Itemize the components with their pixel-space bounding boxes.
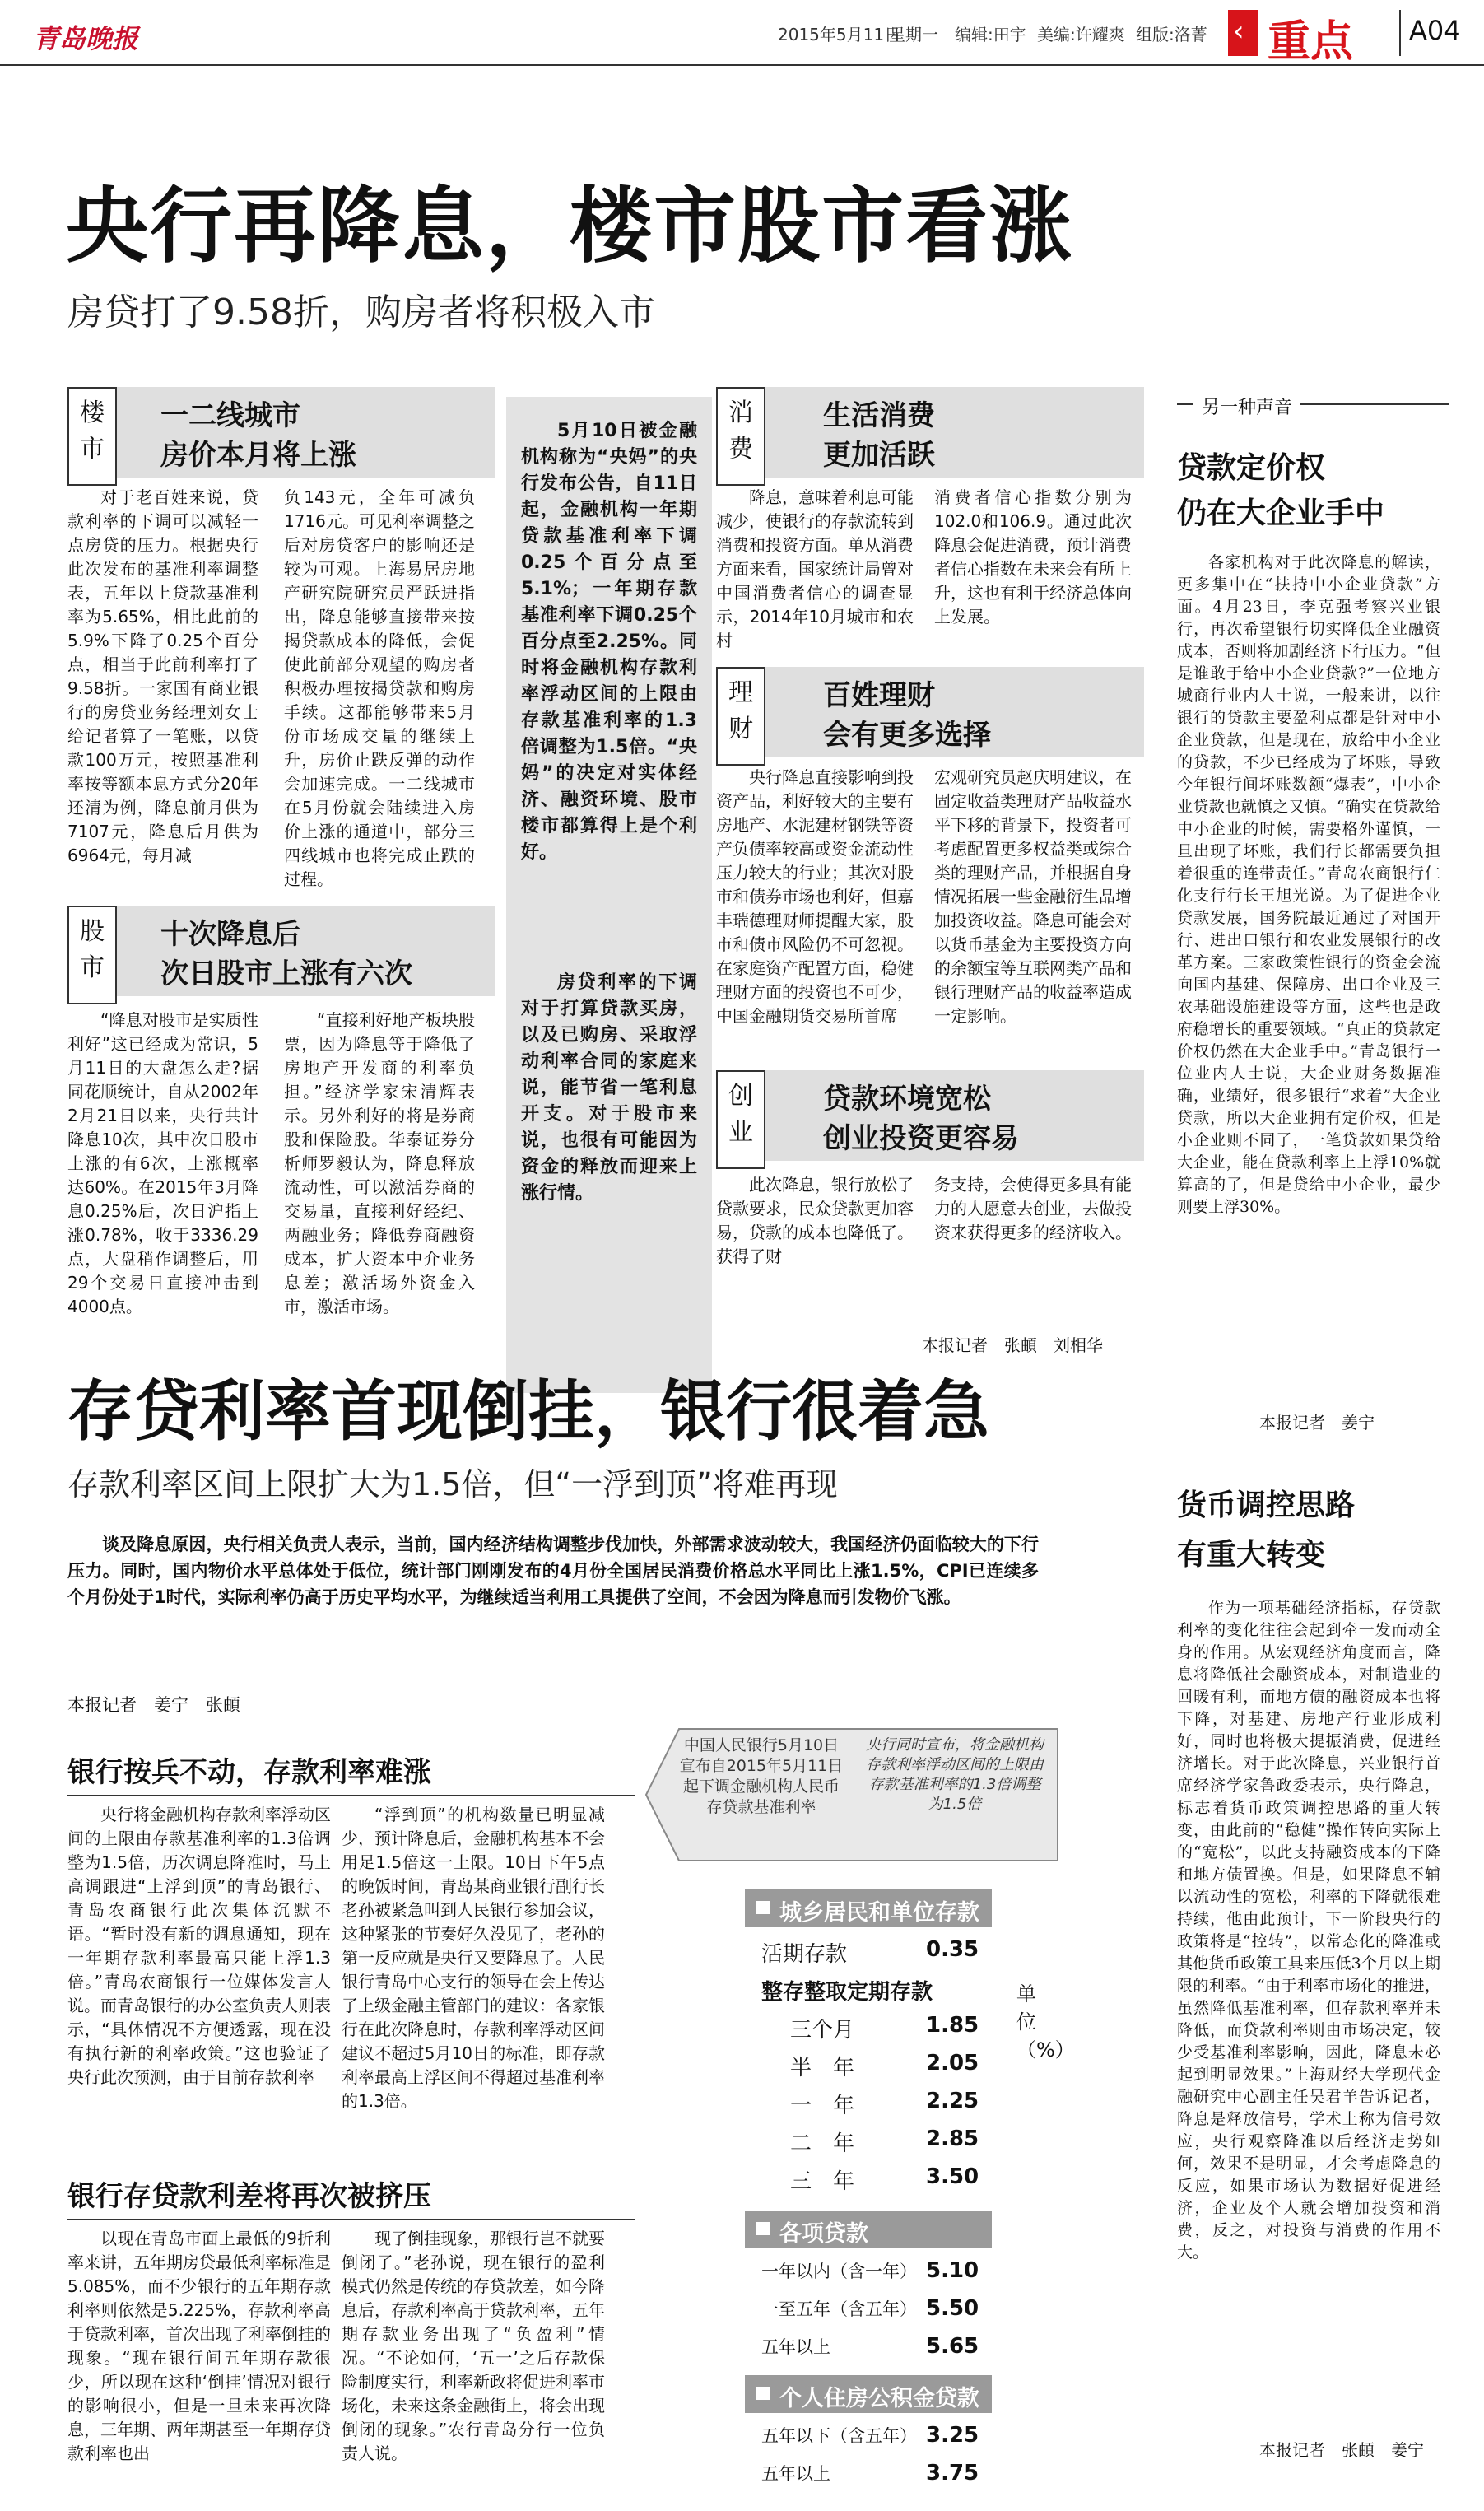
masthead-editor: 编辑:田宇 — [955, 25, 1026, 44]
sidebar-byline2: 本报记者 张頔 姜宁 — [1259, 2440, 1424, 2460]
divider — [1399, 10, 1401, 56]
gushi-title-line2: 次日股市上涨有六次 — [160, 957, 412, 990]
masthead-date: 2015年5月11日 — [778, 25, 901, 44]
loushi-col2: 负143元，全年可减负1716元。可见利率调整之后对房贷客户的影响还是较为可观。上海易居房地产研究院研究员严跃进指出，降息能够直接带来按揭贷款成本的降低，会促使此前部分观望的购房者积极办理按揭贷款和购房手续。这都能够带来5月份市场成交量的继续上升，房价止跌反弹的动作会加速完成。一二线城市在5月份就会陆续进入房价上涨的通道中，部分三四线城市也将完成止跌的过程。 — [284, 487, 475, 889]
square-bullet-icon — [756, 1901, 770, 1914]
bank2-rule — [67, 2219, 635, 2220]
bank2-title: 银行存贷款利差将再次被挤压 — [67, 2180, 431, 2213]
rate-row-deposit-4: 三 年 3.50 — [790, 2164, 979, 2194]
chevron-left-icon: ‹ — [1233, 15, 1244, 48]
sidebar-title1-line1: 贷款定价权 — [1177, 450, 1326, 485]
gushi-col1: “降息对股市是实质性利好”这已经成为常识，5月11日的大盘怎么走?据同花顺统计，自从2002年2月21日以来，央行共计降息10次，其中次日股市上涨的有6次，上涨概率达60%。在2015年3月降息0.25%后，次日沪指上涨0.78%，收于3336.29点，大盘稍作调整后，用29个交易日直接冲击到4000点。 — [67, 1010, 258, 1316]
loushi-title-line2: 房价本月将上涨 — [160, 439, 356, 472]
bank2-col2: 现了倒挂现象，那银行岂不就要倒闭了。”老孙说，现在银行的盈利模式仍然是传统的存贷款差，如今降息后，存款利率高于贷款利率，五年期存款业务出现了“负盈利”情况。“不论如何，‘五一’之后存款保险制度实行，利率新政将促进利率市场化，未来这条金融街上，将会出现倒闭的现象。”农行青岛分行一位负责人说。 — [342, 2229, 605, 2463]
licai-col1: 央行降息直接影响到投资产品，利好较大的主要有房地产、水泥建材钢铁等资产负债率较高或资金流动性压力较大的行业；其次对股市和债券市场也利好，但嘉丰瑞德理财师提醒大家，股市和债市风险仍不可忽视。在家庭资产配置方面，稳健理财方面的投资也不可少，中国金融期货交易所首席 — [716, 767, 914, 1026]
chuangye-title-line1: 贷款环境宽松 — [823, 1083, 991, 1116]
sidebar-byline1: 本报记者 姜宁 — [1259, 1413, 1375, 1433]
licai-title-line2: 会有更多选择 — [823, 719, 991, 752]
licai-col2: 宏观研究员赵庆明建议，在固定收益类理财产品收益水平下移的背景下，投资者可考虑配置更多权益类或综合类的理财产品，并根据自身情况拓展一些金融衍生品增加投资收益。降息可能会对以货币基金为主要投资方向的余额宝等互联网类产品和银行理财产品的收益率造成一定影响。 — [934, 767, 1132, 1026]
rate-row-deposit-3: 二 年 2.85 — [790, 2127, 979, 2156]
masthead-art: 美编:许耀爽 — [1037, 25, 1125, 44]
sidebar-title2-line1: 货币调控思路 — [1177, 1488, 1356, 1522]
banner-left-text: 中国人民银行5月10日宣布自2015年5月11日起下调金融机构人民币存贷款基准利率 — [679, 1736, 844, 1816]
rates-banner — [630, 1712, 1058, 1902]
sidebar-label: 另一种声音 — [1193, 394, 1300, 419]
bank1-col1: 央行将金融机构存款利率浮动区间的上限由存款基准利率的1.3倍调整为1.5倍，历次调息降准时，马上高调跟进“上浮到顶”的青岛银行、青岛农商银行此次集体沉默不语。“暂时没有新的调息通知，现在一年期存款利率最高只能上浮1.3倍。”青岛农商银行一位媒体发言人说。而青岛银行的办公室负责人则表示，“具体情况不方便透露，现在没有执行新的利率政策。”这也验证了央行此次预测，由于目前存款利率 — [67, 1805, 331, 2087]
masthead-layout: 组版:洛菁 — [1136, 25, 1207, 44]
square-bullet-icon — [756, 2387, 770, 2400]
gushi-col2: “直接利好地产板块股票，因为降息等于降低了房地产开发商的利率负担。”经济学家宋清辉表示。另外利好的将是券商股和保险股。华泰证券分析师罗毅认为，降息释放流动性，可以激活券商的交易量，直接利好经纪、两融业务；降低券商融资成本，扩大资本中介业务息差；激活场外资金入市，激活市场。 — [284, 1010, 475, 1316]
rate-row-huoqi: 活期存款 0.35 — [761, 1937, 979, 1967]
rate-row-loan-1: 一至五年（含五年） 5.50 — [761, 2296, 979, 2321]
gushi-tag: 股市 — [67, 906, 117, 1004]
bank2-col1: 以现在青岛市面上最低的9折利率来讲，五年期房贷最低利率标准是5.085%，而不少银行的五年期存款利率则依然是5.225%，存款利率高于贷款利率，首次出现了利率倒挂的现象。“现在银行间五年期存款很少，所以现在这种‘倒挂’情况对银行的影响很小，但是一旦未来再次降息，三年期、两年期甚至一年期存贷款利率也出 — [67, 2229, 331, 2463]
lead-byline: 本报记者 姜宁 张頔 — [67, 1695, 240, 1715]
masthead-weekday: 星期一 — [889, 25, 938, 44]
masthead — [0, 0, 1484, 66]
xiaofei-title-line1: 生活消费 — [823, 399, 935, 432]
second-headline: 存贷利率首现倒挂，银行很着急 — [67, 1373, 989, 1450]
chuangye-byline: 本报记者 张頔 刘相华 — [922, 1335, 1103, 1355]
second-subheadline: 存款利率区间上限扩大为1.5倍，但“一浮到顶”将难再现 — [67, 1466, 838, 1502]
page-number: A04 — [1409, 15, 1461, 46]
rate-row-deposit-2: 一 年 2.25 — [790, 2089, 979, 2118]
licai-tag: 理财 — [716, 667, 765, 766]
gushi-title-line1: 十次降息后 — [160, 918, 300, 951]
xiaofei-col1: 降息，意味着利息可能减少，使银行的存款流转到消费和投资方面。单从消费方面来看，国家统计局曾对中国消费者信心的调查显示，2014年10月城市和农村 — [716, 487, 914, 650]
center-summary-text1: 5月10日被金融机构称为“央妈”的央行发布公告，自11日起，金融机构一年期贷款基准利率下调0.25个百分点至5.1%；一年期存款基准利率下调0.25个百分点至2.25%。同时将金融机构存款利率浮动区间的上限由存款基准利率的1.3倍调整为1.5倍。“央妈”的决定对实体经济、融资环境、股市楼市都算得上是个利好。 — [521, 421, 697, 863]
main-headline: 央行再降息，楼市股市看涨 — [66, 178, 1073, 274]
rate-section-loans: 各项贷款 — [745, 2211, 992, 2248]
rate-row-fund-0: 五年以下（含五年） 3.25 — [761, 2423, 979, 2448]
licai-title-line1: 百姓理财 — [823, 679, 935, 712]
center-summary-box — [506, 397, 712, 1393]
lead-paragraph: 谈及降息原因，央行相关负责人表示，当前，国内经济结构调整步伐加快，外部需求波动较大，我国经济仍面临较大的下行压力。同时，国内物价水平总体处于低位，统计部门刚刚发布的4月份全国居民消费价格总水平同比上涨1.5%，CPI已连续多个月份处于1时代，实际利率仍高于历史平均水平，为继续适当利用工具提供了空间，不会因为降息而引发物价飞涨。 — [67, 1535, 1039, 1607]
sidebar-text1: 各家机构对于此次降息的解读，更多集中在“扶持中小企业贷款”方面。4月23日，李克强考察兴业银行，再次希望银行切实降低企业融资成本，否则将加剧经济下行压力。“但是谁敢于给中小企业贷款?”一位地方城商行业内人士说，一般来讲，以往银行的贷款主要盈利点都是针对中小企业贷款，但是现在，放给中小企业的贷款，不少已经成为了坏账，导致今年银行间坏账数额“爆表”，中小企业贷款也就慎之又慎。“确实在贷款给中小企业的时候，需要格外谨慎，一旦出现了坏账，我们行长都需要负担着很重的连带责任。”青岛农商银行仁化支行行长王旭光说。为了促进企业贷款发展，国务院最近通过了对国开行、进出口银行和农业发展银行的改革方案。三家政策性银行的资金会流向国内基建、保障房、出口企业及三农基础设施建设等方面，这些也是政府稳增长的重要领域。“真正的贷款定价权仍然在大企业手中。”青岛银行一位业内人士说，大企业财务数据准确，业绩好，很多银行“求着”大企业贷款，所以大企业拥有定价权，但是小企业则不同了，一笔贷款如果贷给大企业，能在贷款利率上上浮10%就算高的了，但是贷给中小企业，最少则要上浮30%。 — [1177, 553, 1440, 1216]
paper-logo: 青岛晚报 — [33, 23, 139, 54]
sidebar — [1161, 387, 1449, 2511]
rate-row-zhengcun: 整存整取定期存款 — [761, 1980, 933, 2005]
loushi-tag: 楼市 — [67, 387, 117, 486]
bank1-col2: “浮到顶”的机构数量已明显减少，预计降息后，金融机构基本不会用足1.5倍这一上限。10日下午5点的晚饭时间，青岛某商业银行副行长老孙被紧急叫到人民银行参加会议，这种紧张的节奏好久没见了，老孙的第一反应就是央行又要降息了。人民银行青岛中心支行的领导在会上传达了上级金融主管部门的建议：各家银行在此次降息时，存款利率浮动区间建议不超过5月10日的标准，即存款利率最高上浮区间不得超过基准利率的1.3倍。 — [342, 1805, 605, 2111]
sidebar-title1-line2: 仍在大企业手中 — [1177, 496, 1385, 530]
xiaofei-title-line2: 更加活跃 — [823, 439, 935, 472]
square-bullet-icon — [756, 2222, 770, 2235]
center-summary-text2: 房贷利率的下调对于打算贷款买房，以及已购房、采取浮动利率合同的家庭来说，能节省一笔利息开支。对于股市来说，也很有可能因为资金的释放而迎来上涨行情。 — [521, 972, 697, 1204]
sidebar-title2-line2: 有重大转变 — [1177, 1537, 1326, 1572]
xiaofei-col2: 消费者信心指数分别为102.0和106.9。通过此次降息会促进消费，预计消费者信心指数在未来会有所上升，这也有利于经济总体向上发展。 — [934, 487, 1132, 627]
rate-section-deposits: 城乡居民和单位存款 — [745, 1889, 992, 1927]
rate-row-fund-1: 五年以上 3.75 — [761, 2461, 979, 2485]
rate-section-fund: 个人住房公积金贷款 — [745, 2375, 992, 2413]
loushi-col1: 对于老百姓来说，贷款利率的下调可以减轻一点房贷的压力。根据央行此次发布的基准利率调整表，五年以上贷款基准利率为5.65%，相比此前的5.9%下降了0.25个百分点，相当于此前利率打了9.58折。一家国有商业银行的房贷业务经理刘女士给记者算了一笔账，以贷款100万元，按照基准利率按等额本息方式分20年还清为例，降息前月供为7107元，降息后月供为6964元，每月减 — [67, 487, 258, 865]
chuangye-col1: 此次降息，银行放松了贷款要求，民众贷款更加容易，贷款的成本也降低了。获得了财 — [716, 1175, 914, 1266]
chuangye-tag: 创业 — [716, 1070, 765, 1169]
bank1-rule — [67, 1795, 635, 1796]
chuangye-title-line2: 创业投资更容易 — [823, 1122, 1019, 1155]
rate-row-deposit-0: 三个月 1.85 — [790, 2013, 979, 2043]
xiaofei-tag: 消费 — [716, 387, 765, 486]
rate-table — [745, 1889, 1075, 2507]
rate-row-deposit-1: 半 年 2.05 — [790, 2051, 979, 2080]
rate-row-loan-2: 五年以上 5.65 — [761, 2334, 979, 2359]
bank1-title: 银行按兵不动，存款利率难涨 — [67, 1756, 431, 1789]
section-title: 重点 — [1268, 17, 1354, 67]
loushi-title-line1: 一二线城市 — [160, 399, 300, 432]
main-subheadline: 房贷打了9.58折，购房者将积极入市 — [67, 291, 655, 333]
chuangye-col2: 务支持，会使得更多具有能力的人愿意去创业，去做投资来获得更多的经济收入。 — [934, 1175, 1132, 1242]
sidebar-text2: 作为一项基础经济指标，存贷款利率的变化往往会起到牵一发而动全身的作用。从宏观经济角度而言，降息将降低社会融资成本，对制造业的回暖有利，而地方债的融资成本也将下降，对基建、房地产行业形成利好，同时也将极大提振消费，促进经济增长。对于此次降息，兴业银行首席经济学家鲁政委表示，央行降息，标志着货币政策调控思路的重大转变，由此前的“稳健”操作转向实际上的“宽松”，以此支持融资成本的下降和地方债置换。但是，如果降息不辅以流动性的宽松，利率的下降就很难持续，他由此预计，下一阶段央行的政策将是“控转”，以常态化的降准或其他货币政策工具来压低3个月以上期限的利率。“由于利率市场化的推进，虽然降低基准利率，但存款利率并未降低，而贷款利率则由市场决定，较少受基准利率影响，因此，降息未必起到明显效果。”上海财经大学现代金融研究中心副主任吴君羊告诉记者，降息是释放信号，学术上称为信号效应，央行观察降准以后经济走势如何，效果不是明显，才会考虑降息的反应，如果市场认为数据好促进经济，企业及个人就会增加投资和消费，反之，对投资与消费的作用不大。 — [1177, 1599, 1440, 2262]
rate-row-loan-0: 一年以内（含一年） 5.10 — [761, 2258, 979, 2283]
rate-unit: 单位（%） — [1016, 1982, 1075, 2061]
banner-right-text: 央行同时宣布，将金融机构存款利率浮动区间的上限由存款基准利率的1.3倍调整为1.5倍 — [866, 1736, 1044, 1813]
section-marker — [1228, 10, 1258, 56]
